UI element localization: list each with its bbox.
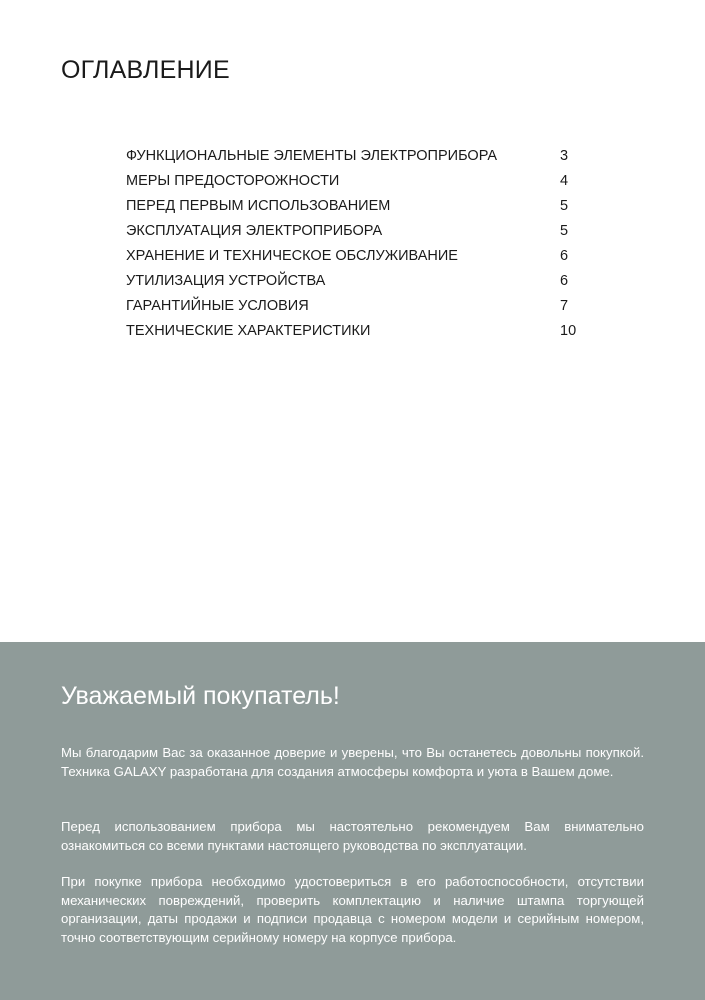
greeting-panel (0, 642, 705, 1000)
toc-item-page: 7 (560, 298, 569, 314)
toc-item-label: ФУНКЦИОНАЛЬНЫЕ ЭЛЕМЕНТЫ ЭЛЕКТРОПРИБОРА (126, 148, 498, 164)
toc-item[interactable] (126, 321, 586, 346)
toc-item-page: 6 (560, 248, 569, 264)
toc-item[interactable] (126, 246, 586, 271)
toc-item-label: ТЕХНИЧЕСКИЕ ХАРАКТЕРИСТИКИ (126, 323, 371, 339)
toc-item-label: ПЕРЕД ПЕРВЫМ ИСПОЛЬЗОВАНИЕМ (126, 198, 391, 214)
toc-item-page: 5 (560, 223, 569, 239)
toc-item[interactable] (126, 196, 586, 221)
toc-item-page: 4 (560, 173, 569, 189)
toc-list (126, 146, 586, 346)
toc-item-label: ЭКСПЛУАТАЦИЯ ЭЛЕКТРОПРИБОРА (126, 223, 383, 239)
greeting-paragraph: Перед использованием прибора мы настоятельно рекомендуем Вам внимательно ознакомиться со всеми пунктами настоящего руководства по эксплуатации. (61, 819, 644, 853)
toc-item[interactable] (126, 171, 586, 196)
toc-item[interactable] (126, 146, 586, 171)
toc-title: ОГЛАВЛЕНИЕ (61, 56, 230, 84)
toc-item[interactable] (126, 296, 586, 321)
toc-item-page: 3 (560, 148, 569, 164)
toc-item[interactable] (126, 221, 586, 246)
toc-item-label: МЕРЫ ПРЕДОСТОРОЖНОСТИ (126, 173, 340, 189)
greeting-title: Уважаемый покупатель! (61, 682, 340, 710)
toc-item-page: 6 (560, 273, 569, 289)
toc-item-label: ГАРАНТИЙНЫЕ УСЛОВИЯ (126, 298, 309, 314)
toc-item-label: ХРАНЕНИЕ И ТЕХНИЧЕСКОЕ ОБСЛУЖИВАНИЕ (126, 248, 458, 264)
toc-item-label: УТИЛИЗАЦИЯ УСТРОЙСТВА (126, 273, 326, 289)
greeting-paragraph: Мы благодарим Вас за оказанное доверие и уверены, что Вы останетесь довольны покупкой. Техника GALAXY разработана для создания атмосферы комфорта и уюта в Вашем доме. (61, 745, 644, 779)
toc-item-page: 5 (560, 198, 569, 214)
greeting-paragraph: При покупке прибора необходимо удостовериться в его работоспособности, отсутствии механических повреждений, проверить комплектацию и наличие штампа торгующей организации, даты продажи и подписи продавца с номером модели и серийным номером, точно соответствующим серийному номеру на корпусе прибора. (61, 874, 644, 945)
toc-item-page: 10 (560, 323, 577, 339)
toc-item[interactable] (126, 271, 586, 296)
